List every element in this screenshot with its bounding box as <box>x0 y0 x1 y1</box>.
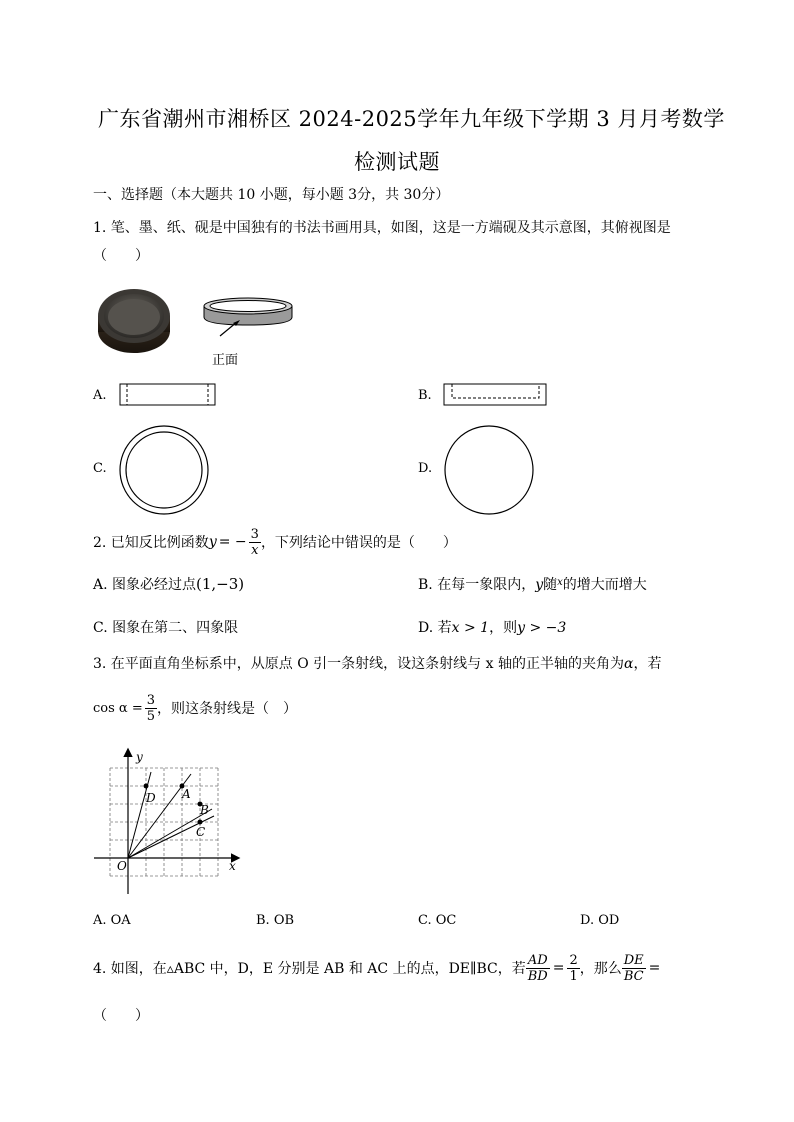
q3-cos-label: cos α = <box>93 700 143 716</box>
inkstone-schematic <box>200 292 296 340</box>
q3-stem-line2 <box>93 688 297 728</box>
front-label: 正面 <box>212 353 239 368</box>
q4-mid: ，那么 <box>579 961 622 977</box>
q3-label-c: C <box>196 825 206 839</box>
q2-option-b-y: y <box>535 577 544 593</box>
q2-stem-suffix: ，下列结论中错误的是（ ） <box>260 535 457 551</box>
q3-alpha: α <box>623 656 634 672</box>
q2-option-d-prefix: D. 若 <box>418 620 452 636</box>
q3-label-a: A <box>182 787 191 801</box>
q1-option-c-label[interactable]: C. <box>93 461 107 476</box>
q3-stem-line1 <box>93 653 661 673</box>
q3-stem-text: 3. 在平面直角坐标系中，从原点 O 引一条射线，设这条射线与 x 轴的正半轴的夹角为 <box>93 656 624 672</box>
q4-f3-den: BC <box>623 968 644 984</box>
q2-stem-prefix: 2. 已知反比例函数 <box>93 535 209 551</box>
q2-func-eq: = − <box>218 534 247 550</box>
q2-func-fraction <box>249 527 261 558</box>
q2-option-a-text: A. 图象必经过点 <box>93 577 197 593</box>
q4-eq-end: = <box>648 960 661 976</box>
q1-stem-line2: （ ） <box>93 248 149 264</box>
q3-option-b[interactable]: B. OB <box>256 913 295 928</box>
q4-stem-line2: （ ） <box>93 1008 149 1024</box>
q4-eq: = <box>552 960 565 976</box>
q2-option-b-prefix: B. 在每一象限内， <box>418 577 536 593</box>
q3-stem-suffix: ，则这条射线是（ ） <box>157 701 297 717</box>
q3-cos-num: 3 <box>146 692 155 708</box>
q4-fraction-ad-bd <box>526 953 550 984</box>
q2-func-num: 3 <box>250 526 259 542</box>
q4-stem <box>93 948 660 988</box>
q4-f2-den: 1 <box>569 968 578 984</box>
q2-option-d-cond: x > 1 <box>451 620 490 636</box>
q2-option-d-mid: ，则 <box>489 620 518 636</box>
q3-label-x: x <box>229 859 236 873</box>
q3-label-d: D <box>146 791 156 805</box>
q3-option-a[interactable]: A. OA <box>93 913 131 928</box>
page-title-line2: 检测试题 <box>354 150 440 174</box>
q2-stem <box>93 522 457 562</box>
q1-stem-line1: 1. 笔、墨、纸、砚是中国独有的书法书画用具，如图，这是一方端砚及其示意图，其俯视图是 <box>93 220 671 236</box>
q3-cos-fraction <box>145 693 157 724</box>
q3-label-y: y <box>136 750 143 764</box>
q2-option-a-point: (1,−3) <box>196 575 245 593</box>
section-heading: 一、选择题（本大题共 10 小题，每小题 3分，共 30分） <box>93 187 450 203</box>
q3-label-b: B <box>200 803 209 817</box>
q2-option-b[interactable] <box>418 574 647 594</box>
q3-option-d[interactable]: D. OD <box>580 913 620 928</box>
q2-option-a[interactable] <box>93 574 244 594</box>
q4-f3-num: DE <box>623 952 644 968</box>
q2-option-d-res: y > −3 <box>517 620 567 636</box>
q3-point-c <box>198 820 203 825</box>
q1-option-c-figure <box>118 424 210 516</box>
q1-option-a-figure <box>119 383 217 407</box>
q4-fraction-de-bc <box>622 953 646 984</box>
q3-cos-den: 5 <box>146 708 155 724</box>
q4-stem-prefix: 4. 如图，在▵ABC 中，D，E 分别是 AB 和 AC 上的点，DE∥BC，若 <box>93 961 526 977</box>
q3-coordinate-figure <box>90 744 246 896</box>
q4-f2-num: 2 <box>569 952 578 968</box>
q1-option-b-figure <box>443 383 548 407</box>
q2-func-den: x <box>251 542 259 558</box>
page-title-line1: 广东省潮州市湘桥区 2024-2025学年九年级下学期 3 月月考数学 <box>98 107 725 131</box>
q4-f1-num: AD <box>526 953 550 969</box>
q2-option-b-suffix: 的增大而增大 <box>562 577 647 593</box>
q4-fraction-2-1 <box>567 953 579 984</box>
q3-point-d <box>144 784 149 789</box>
q1-option-d-figure <box>443 424 535 516</box>
inkstone-photo <box>96 286 172 356</box>
q3-stem-end: ，若 <box>633 656 662 672</box>
q2-option-c[interactable]: C. 图象在第二、四象限 <box>93 620 239 636</box>
q1-option-d-label[interactable]: D. <box>418 461 433 476</box>
q4-f1-den: BD <box>527 968 548 984</box>
q2-option-d[interactable] <box>418 617 566 637</box>
q2-option-b-x: x <box>557 577 563 588</box>
q2-func-y: y <box>208 534 217 550</box>
q1-option-b-label[interactable]: B. <box>418 388 432 403</box>
q1-option-a-label[interactable]: A. <box>93 388 107 403</box>
q3-option-c[interactable]: C. OC <box>418 913 457 928</box>
q3-label-o: O <box>117 859 127 873</box>
q2-option-b-mid: 随 <box>543 577 558 593</box>
